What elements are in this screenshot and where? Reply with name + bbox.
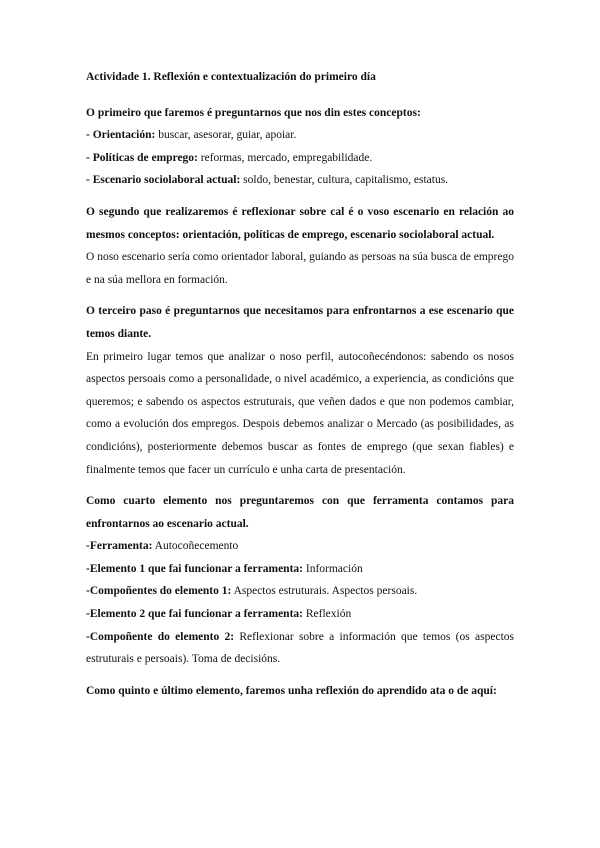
tool-item (86, 535, 514, 558)
section-2-heading: O segundo que realizaremos é reflexionar sobre cal é o voso escenario en relación ao mesmos conceptos: orientación, políticas de emprego, escenario sociolaboral actual. (86, 205, 514, 241)
tool-text: Información (302, 562, 363, 575)
section-5-heading: Como quinto e último elemento, faremos unha reflexión do aprendido ata o de aquí: (86, 684, 497, 697)
tool-item (86, 558, 514, 581)
tool-item (86, 626, 514, 671)
section-4 (86, 490, 514, 671)
section-2-paragraph: O noso escenario sería como orientador laboral, guiando as persoas na súa busca de emprego e na súa mellora en formación. (86, 251, 514, 286)
tool-label: -Elemento 2 que fai funcionar a ferramenta: (86, 608, 303, 621)
section-3-heading: O terceiro paso é preguntarnos que necesitamos para enfrontarnos a ese escenario que temos diante. (86, 305, 514, 340)
concept-item-politicas (86, 147, 514, 170)
section-2 (86, 201, 514, 291)
section-4-heading: Como cuarto elemento nos preguntaremos con que ferramenta contamos para enfrontarnos ao escenario actual. (86, 495, 514, 530)
section-5 (86, 680, 514, 703)
tool-label: -Ferramenta: (86, 540, 153, 553)
tool-text: Autocoñecemento (152, 540, 239, 553)
section-1-heading: O primeiro que faremos é preguntarnos que nos din estes conceptos: (86, 106, 421, 119)
section-1 (86, 102, 514, 192)
concept-label: - Escenario sociolaboral actual: (86, 174, 241, 187)
concept-text: reformas, mercado, empregabilidade. (197, 151, 373, 164)
tool-label: -Elemento 1 que fai funcionar a ferramenta: (86, 562, 303, 575)
document-title: Actividade 1. Reflexión e contextualización do primeiro día (86, 71, 376, 83)
section-3-paragraph: En primeiro lugar temos que analizar o noso perfil, autocoñecéndonos: sabendo os nosos aspectos persoais como a personalidade, o nivel académico, a experiencia, as condicións que queremos; e sabendo os aspectos estruturais, que veñen dados e que non podemos cambiar, como a evolución dos empregos. Despois debemos analizar o Mercado (as posibilidades, as condicións), posteriormente debemos buscar as fontes de emprego (que sexan fiables) e finalmente temos que facer un currículo e unha carta de presentación. (86, 350, 514, 476)
tool-text: Aspectos estruturais. Aspectos persoais. (231, 585, 418, 598)
tool-text: Reflexionar sobre a información que temos (os aspectos estruturais e persoais). Toma de decisións. (86, 630, 514, 666)
tool-item (86, 603, 514, 626)
tool-label: -Compoñentes do elemento 1: (86, 585, 232, 598)
concept-item-escenario (86, 169, 514, 192)
concept-item-orientacion (86, 124, 514, 147)
concept-label: - Orientación: (86, 129, 156, 142)
tool-item (86, 580, 514, 603)
tool-text: Reflexión (302, 608, 352, 621)
section-3 (86, 300, 514, 481)
tool-label: -Compoñente do elemento 2: (86, 630, 235, 643)
concept-label: - Políticas de emprego: (86, 151, 198, 164)
concept-text: soldo, benestar, cultura, capitalismo, estatus. (240, 174, 449, 187)
concept-text: buscar, asesorar, guiar, apoiar. (155, 129, 297, 142)
